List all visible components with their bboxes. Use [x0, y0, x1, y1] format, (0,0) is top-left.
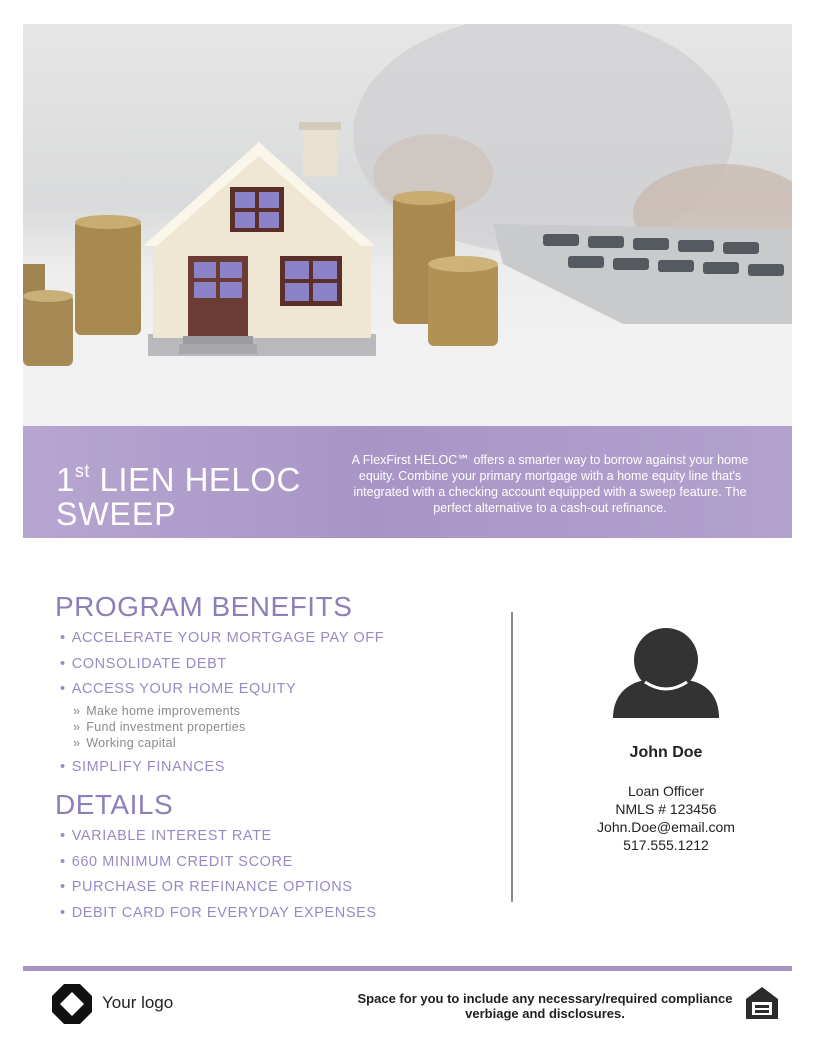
list-item: » Fund investment properties: [73, 719, 246, 734]
title-rest: LIEN HELOC: [89, 461, 301, 498]
footer-divider: [23, 966, 792, 971]
compliance-text: Space for you to include any necessary/required compliance verbiage and disclosures.: [357, 991, 733, 1021]
banner-description: A FlexFirst HELOC℠ offers a smarter way to borrow against your home equity. Combine your primary mortgage with a home equity line that's integrated with a checking account equipped with a sweep feature. The perfect alternative to a cash-out refinance.: [351, 453, 749, 515]
details-heading: DETAILS: [55, 789, 174, 820]
house-and-coins-illustration: [23, 24, 792, 426]
left-column: [55, 590, 475, 926]
contact-title: Loan Officer: [627, 783, 704, 799]
contact-nmls: NMLS # 123456: [615, 801, 717, 817]
contact-name: John Doe: [629, 744, 703, 761]
contact-phone[interactable]: 517.555.1212: [623, 837, 709, 853]
person-silhouette-icon: [609, 626, 723, 727]
title-number: 1: [56, 461, 75, 498]
benefits-list-end: [60, 755, 475, 781]
list-item: • CONSOLIDATE DEBT: [60, 655, 227, 672]
logo-text: Your logo: [102, 993, 174, 1012]
title-superscript: st: [74, 461, 90, 481]
equal-housing-icon: [744, 985, 780, 1026]
title-sub: SWEEP: [56, 496, 177, 532]
banner-title: [56, 454, 301, 531]
list-item: » Working capital: [73, 735, 176, 750]
list-item: • VARIABLE INTEREST RATE: [60, 828, 272, 844]
program-benefits-heading: PROGRAM BENEFITS: [55, 591, 353, 622]
contact-email[interactable]: John.Doe@email.com: [597, 819, 735, 835]
list-item: • SIMPLIFY FINANCES: [60, 758, 226, 775]
list-item: • ACCESS YOUR HOME EQUITY: [60, 681, 297, 697]
contact-card: [566, 744, 766, 854]
benefits-list: [60, 626, 475, 703]
list-item: • PURCHASE OR REFINANCE OPTIONS: [60, 879, 353, 895]
list-item: • 660 MINIMUM CREDIT SCORE: [60, 853, 293, 870]
list-item: • DEBIT CARD FOR EVERYDAY EXPENSES: [60, 904, 377, 921]
equity-sub-list: [73, 703, 475, 751]
title-banner: [23, 426, 792, 538]
hero-image: [23, 24, 792, 426]
vertical-divider: [511, 612, 513, 902]
octagon-logo-icon: [52, 984, 92, 1029]
list-item: » Make home improvements: [73, 703, 241, 718]
details-list: [60, 824, 475, 926]
list-item: • ACCELERATE YOUR MORTGAGE PAY OFF: [60, 630, 385, 646]
